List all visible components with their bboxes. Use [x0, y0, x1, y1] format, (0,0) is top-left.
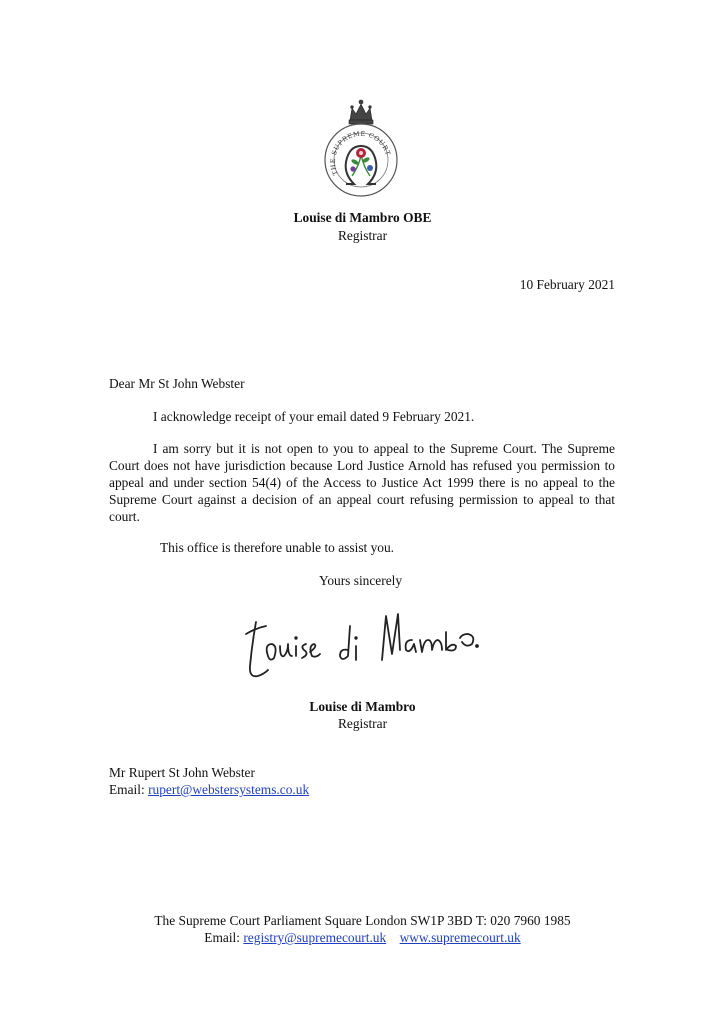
- closing: Yours sincerely: [319, 573, 403, 588]
- signoff-name: Louise di Mambro: [309, 699, 416, 714]
- supreme-court-crest-icon: [322, 96, 400, 200]
- footer-contact-line: [0, 929, 725, 946]
- sender-name: Louise di Mambro OBE: [293, 210, 432, 225]
- crest-ring-text: THE SUPREME COURT: [328, 129, 393, 177]
- recipient-email-line: [109, 781, 309, 798]
- recipient-name: Mr Rupert St John Webster: [109, 765, 255, 780]
- paragraph-3: This office is therefore unable to assist you.: [160, 540, 395, 555]
- salutation: Dear Mr St John Webster: [109, 376, 245, 391]
- footer-website-link[interactable]: www.supremecourt.uk: [399, 930, 521, 945]
- signoff-title: Registrar: [337, 716, 388, 731]
- footer-email-label: Email:: [204, 930, 244, 945]
- letter-date: 10 February 2021: [519, 277, 615, 292]
- footer-address: The Supreme Court Parliament Square London SW1P 3BD T: 020 7960 1985: [154, 913, 571, 928]
- paragraph-1: I acknowledge receipt of your email dated 9 February 2021.: [153, 409, 475, 424]
- handwritten-signature: [244, 604, 480, 684]
- paragraph-2: I am sorry but it is not open to you to appeal to the Supreme Court. The Supreme Court does not have jurisdiction because Lord Justice Arnold has refused you permission to appeal and under section 54(4) of the Access to Justice Act 1999 there is no appeal to the Supreme Court against a decision of an appeal court refusing permission to appeal to that court.: [109, 441, 615, 524]
- footer-email-link[interactable]: registry@supremecourt.uk: [243, 930, 387, 945]
- recipient-email-link[interactable]: rupert@webstersystems.co.uk: [148, 782, 310, 797]
- recipient-email-label: Email:: [109, 782, 149, 797]
- sender-title: Registrar: [337, 228, 388, 243]
